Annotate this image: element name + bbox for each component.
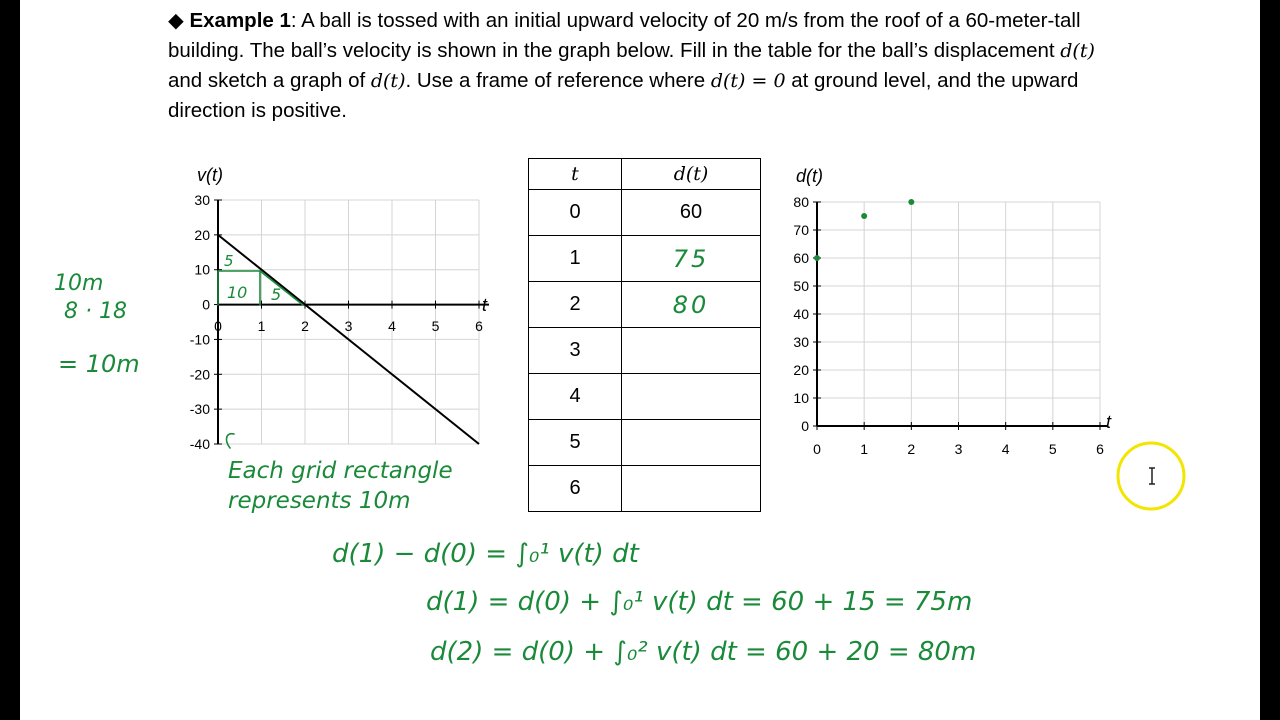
table-cell-d[interactable]: 60 (622, 190, 761, 236)
hw-side-3: = 10m (58, 350, 140, 378)
x-tick-label: 4 (1001, 441, 1010, 457)
math-d-equals-zero: d(t) = 0 (710, 70, 786, 92)
y-tick-label: 40 (793, 306, 809, 322)
hw-equation-2: d(1) = d(0) + ∫₀¹ v(t) dt = 60 + 15 = 75m (426, 587, 973, 617)
y-tick-label: 10 (194, 261, 210, 278)
x-tick-label: 2 (301, 318, 309, 334)
problem-text-4: at ground level, and the upward direction is positive. (168, 69, 1079, 122)
x-tick-label: 1 (860, 441, 869, 457)
problem-text-3: . Use a frame of reference where (405, 69, 711, 92)
hw-side-2: 8 · 18 (64, 299, 127, 324)
text-cursor-icon (1149, 468, 1155, 484)
velocity-ylabel: v(t) (197, 165, 223, 185)
y-tick-label: -20 (189, 366, 210, 383)
hw-side-1: 10m (54, 271, 104, 296)
table-header-d: d(t) (622, 159, 761, 190)
table-cell-d[interactable]: 80 (622, 282, 761, 328)
math-d-of-t-2: d(t) (370, 70, 406, 92)
example-title: Example 1 (189, 9, 291, 32)
x-tick-label: 1 (257, 318, 266, 334)
x-tick-label: 0 (214, 318, 222, 334)
table-header-t: t (529, 159, 622, 190)
table-cell-t: 6 (529, 466, 622, 512)
y-tick-label: 30 (194, 192, 210, 208)
hw-grid-note-2: represents 10m (228, 488, 411, 514)
x-tick-label: 6 (475, 318, 483, 334)
hw-tri-top: 5 (224, 252, 234, 270)
hw-equation-3: d(2) = d(0) + ∫₀² v(t) dt = 60 + 20 = 80m (430, 637, 977, 667)
y-tick-label: 60 (793, 250, 809, 266)
hw-equation-1: d(1) − d(0) = ∫₀¹ v(t) dt (332, 539, 639, 569)
y-tick-label: 10 (793, 390, 809, 406)
table-cell-t: 1 (529, 236, 622, 282)
hw-grid-note-1: Each grid rectangle (228, 458, 453, 484)
table-cell-t: 2 (529, 282, 622, 328)
hw-rect-area: 10 (227, 283, 248, 302)
table-cell-d[interactable]: 75 (622, 236, 761, 282)
y-tick-label: 20 (194, 226, 210, 243)
table-cell-t: 4 (529, 374, 622, 420)
x-tick-label: 2 (907, 441, 916, 457)
y-tick-label: -10 (189, 331, 210, 348)
y-tick-label: 20 (793, 362, 809, 378)
y-tick-label: 0 (801, 418, 809, 434)
hw-tri-bottom: 5 (271, 285, 282, 304)
x-tick-label: 4 (388, 318, 396, 334)
table-cell-t: 0 (529, 190, 622, 236)
math-d-of-t: d(t) (1060, 40, 1095, 62)
y-tick-label: 0 (202, 296, 210, 313)
problem-text-1: : A ball is tossed with an initial upward velocity of 20 m/s from the roof of a 60-meter-tall building. The ball’s velocity is shown in the graph below. Fill in the table for the ball’s displacement (168, 9, 1081, 62)
cursor-highlight-ring (1118, 443, 1184, 509)
y-tick-label: -40 (189, 436, 210, 452)
x-tick-label: 3 (954, 441, 963, 457)
y-tick-label: 70 (793, 222, 809, 238)
y-tick-label: 80 (793, 194, 809, 210)
table-cell-t: 3 (529, 328, 622, 374)
velocity-xlabel: t (482, 295, 488, 315)
y-tick-label: 30 (793, 334, 809, 350)
y-tick-label: 50 (793, 278, 809, 294)
x-tick-label: 5 (1048, 441, 1057, 457)
bullet-icon: ◆ (168, 9, 184, 32)
x-tick-label: 0 (813, 441, 821, 457)
table-cell-t: 5 (529, 420, 622, 466)
x-tick-label: 3 (344, 318, 353, 334)
x-tick-label: 5 (431, 318, 440, 334)
x-tick-label: 6 (1096, 441, 1104, 457)
problem-text-2: and sketch a graph of (168, 69, 371, 92)
displacement-ylabel: d(t) (796, 166, 823, 186)
displacement-xlabel: t (1106, 412, 1112, 432)
y-tick-label: -30 (189, 401, 210, 418)
